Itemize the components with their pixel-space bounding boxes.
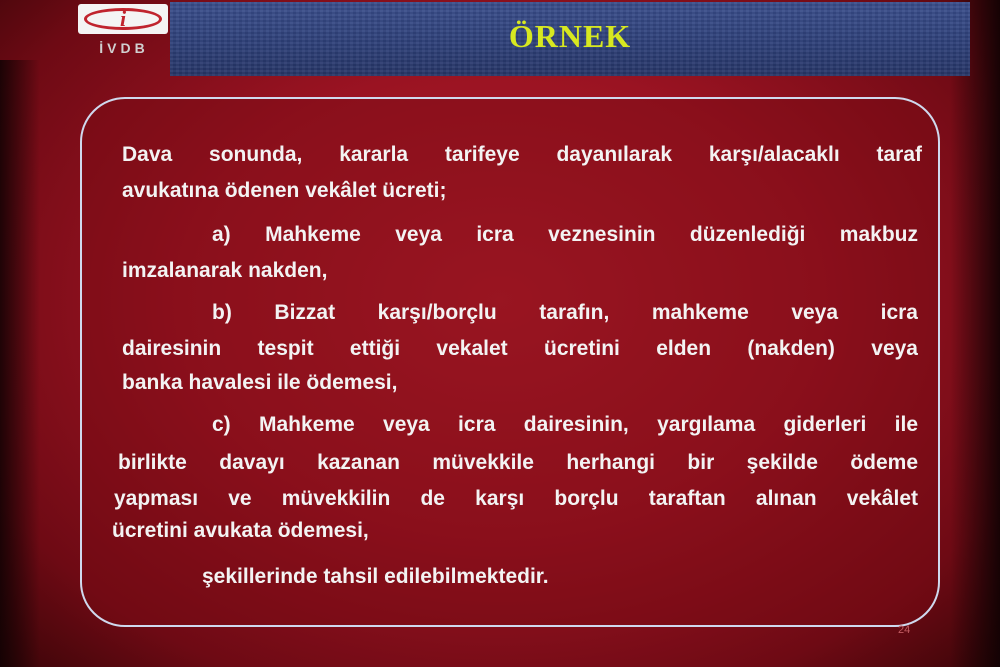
closing-line: şekillerinde tahsil edilebilmektedir. xyxy=(202,565,549,588)
logo-icon: i xyxy=(78,4,168,34)
content-box xyxy=(80,97,940,627)
item-c-line-3: yapması ve müvekkilin de karşı borçlu taraftan alınan vekâlet xyxy=(114,487,918,510)
screen-shadow-left xyxy=(0,60,40,667)
paragraph-intro-line-1: Dava sonunda, kararla tarifeye dayanılarak karşı/alacaklı taraf xyxy=(122,143,922,166)
item-b-line-3: banka havalesi ile ödemesi, xyxy=(122,371,398,394)
item-c-line-2: birlikte davayı kazanan müvekkile herhangi bir şekilde ödeme xyxy=(118,451,918,474)
screen-shadow-right xyxy=(950,0,1000,667)
logo-text: İVDB xyxy=(99,40,149,56)
item-a-line-2: imzalanarak nakden, xyxy=(122,259,328,282)
item-a-line-1: a) Mahkeme veya icra veznesinin düzenlediği makbuz xyxy=(212,223,918,246)
page-number: 24 xyxy=(898,624,911,636)
item-b-line-1: b) Bizzat karşı/borçlu tarafın, mahkeme veya icra xyxy=(212,301,918,324)
title-bar xyxy=(170,2,970,76)
item-b-line-2: dairesinin tespit ettiği vekalet ücretini elden (nakden) veya xyxy=(122,337,918,360)
item-c-line-1: c) Mahkeme veya icra dairesinin, yargılama giderleri ile xyxy=(212,413,918,436)
item-c-line-4: ücretini avukata ödemesi, xyxy=(112,519,369,542)
paragraph-intro-line-2: avukatına ödenen vekâlet ücreti; xyxy=(122,179,447,202)
slide-title: ÖRNEK xyxy=(508,18,632,54)
